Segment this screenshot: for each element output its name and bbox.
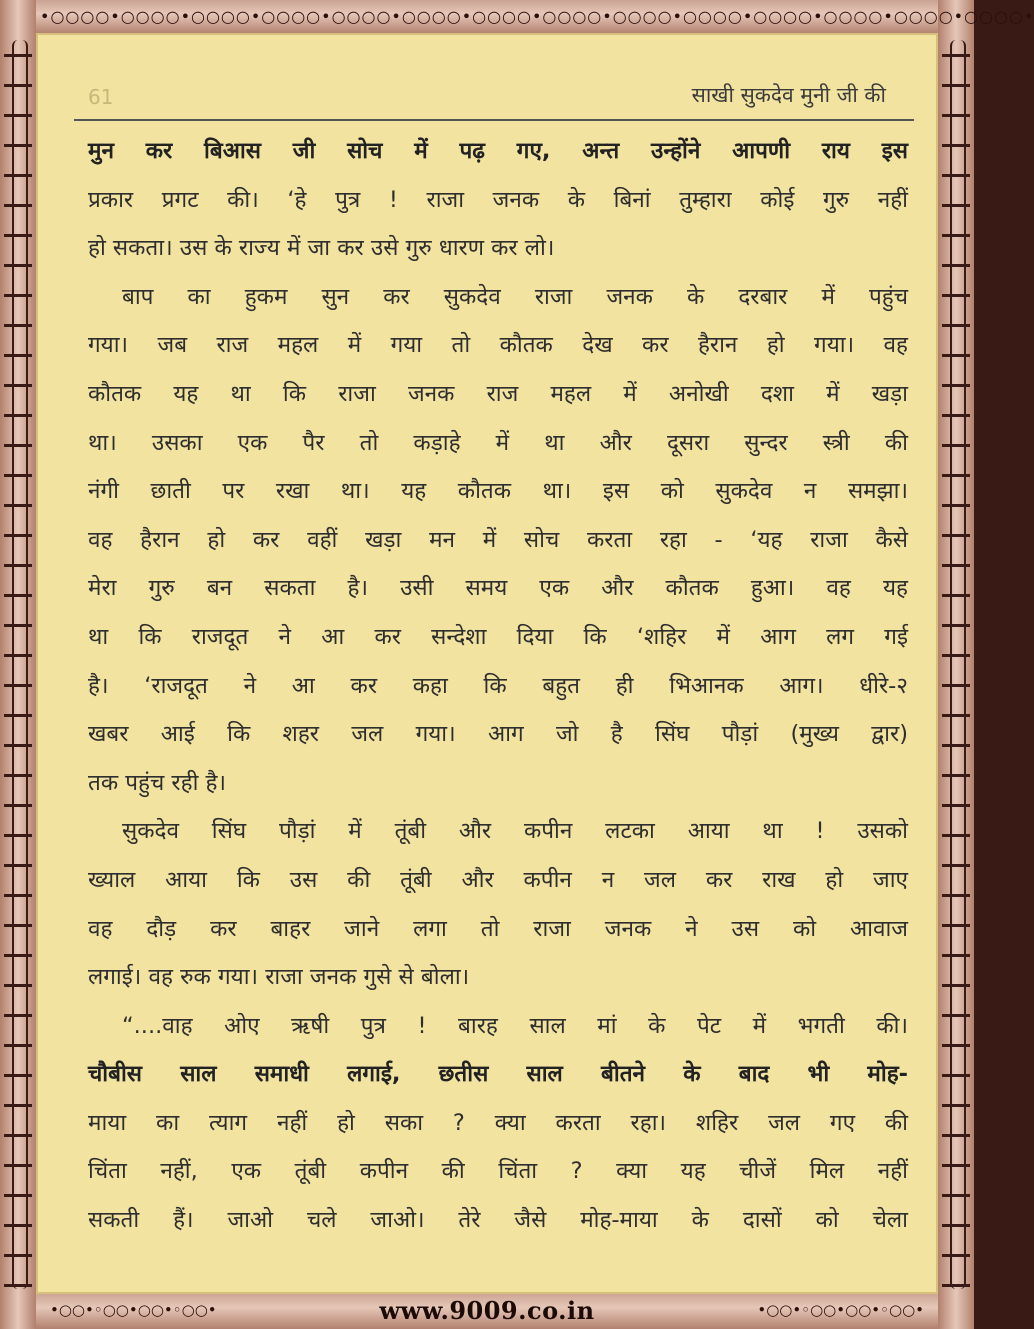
text-line: सकती हैं। जाओ चले जाओ। तेरे जैसे मोह-माया के दासों को चेला <box>88 1207 908 1234</box>
footer-ornament-left: •○○•◦○○•○○•◦○○• <box>50 1301 217 1319</box>
body-text <box>88 127 908 1245</box>
left-ornament <box>4 40 32 1289</box>
text-line: माया का त्याग नहीं हो सका ? क्या करता रहा। शहिर जल गए की <box>88 1109 908 1136</box>
header-rule <box>74 119 914 121</box>
text-line: प्रकार प्रगट की। ‘हे पुत्र ! राजा जनक के बिनां तुम्हारा कोई गुरु नहीं <box>88 186 908 213</box>
top-ornament <box>40 7 1034 27</box>
text-line: चौबीस साल समाधी लगाई, छतीस साल बीतने के बाद भी मोह- <box>88 1061 908 1088</box>
text-line: है। ‘राजदूत ने आ कर कहा कि बहुत ही भिआनक आग। धीरे-२ <box>88 672 908 699</box>
text-line: “....वाह ओए ऋषी पुत्र ! बारह साल मां के पेट में भगती की। <box>122 1012 908 1039</box>
text-line: कौतक यह था कि राजा जनक राज महल में अनोखी दशा में खड़ा <box>88 380 908 407</box>
footer-url-link[interactable]: www.9009.co.in <box>379 1296 595 1325</box>
text-line: लगाई। वह रुक गया। राजा जनक गुसे से बोला। <box>88 964 470 991</box>
text-line: गया। जब राज महल में गया तो कौतक देख कर हैरान हो गया। वह <box>88 332 908 359</box>
text-line: था कि राजदूत ने आ कर सन्देशा दिया कि ‘शहिर में आग लग गई <box>88 623 908 650</box>
text-line: था। उसका एक पैर तो कड़ाहे में था और दूसरा सुन्दर स्त्री की <box>88 429 908 456</box>
ornament-chain-icon: •○○○○•○○○○•○○○○•○○○○•○○○○•○○○○•○○○○•○○○○•○○○○•○○○○•○○○○•○○○○•○○○○•○○○○• <box>40 7 1034 26</box>
text-line: मेरा गुरु बन सकता है। उसी समय एक और कौतक हुआ। वह यह <box>88 575 908 602</box>
book-page <box>36 33 938 1294</box>
running-header: साखी सुकदेव मुनी जी की <box>691 83 886 107</box>
right-ornament <box>942 40 970 1289</box>
text-line: मुन कर बिआस जी सोच में पढ़ गए, अन्त उन्होंने आपणी राय इस <box>88 138 908 164</box>
text-line: तक पहुंच रही है। <box>88 769 227 796</box>
page-number: 61 <box>88 85 114 109</box>
text-line: नंगी छाती पर रखा था। यह कौतक था। इस को सुकदेव न समझा। <box>88 478 908 505</box>
text-line: हो सकता। उस के राज्य में जा कर उसे गुरु धारण कर लो। <box>88 235 555 262</box>
text-line: बाप का हुकम सुन कर सुकदेव राजा जनक के दरबार में पहुंच <box>122 283 908 310</box>
footer-ornament-right: •○○•◦○○•○○•◦○○• <box>757 1301 924 1319</box>
text-line: ख्याल आया कि उस की तूंबी और कपीन न जल कर राख हो जाए <box>88 866 908 893</box>
text-line: वह हैरान हो कर वहीं खड़ा मन में सोच करता रहा - ‘यह राजा कैसे <box>88 526 908 553</box>
text-line: चिंता नहीं, एक तूंबी कपीन की चिंता ? क्या यह चीजें मिल नहीं <box>88 1158 908 1185</box>
text-line: खबर आई कि शहर जल गया। आग जो है सिंघ पौड़ां (मुख्य द्वार) <box>88 721 908 748</box>
text-line: वह दौड़ कर बाहर जाने लगा तो राजा जनक ने उस को आवाज <box>88 915 908 942</box>
text-line: सुकदेव सिंघ पौड़ां में तूंबी और कपीन लटका आया था ! उसको <box>122 818 908 845</box>
